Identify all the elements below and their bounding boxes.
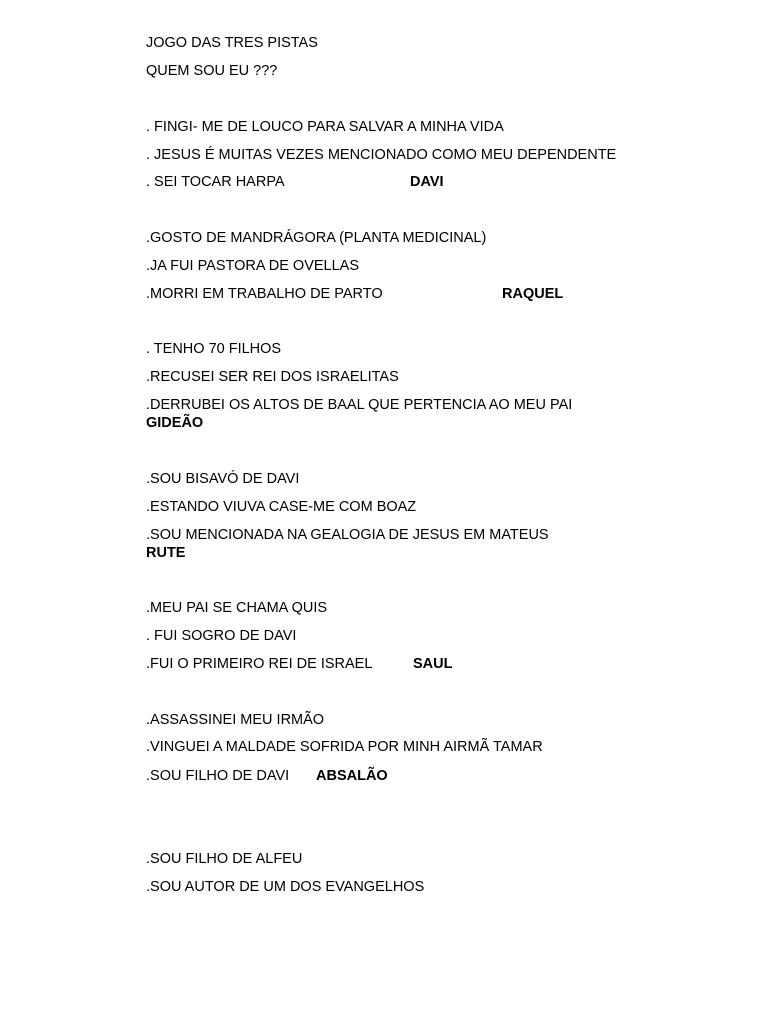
- riddle-5-clue-3: .FUI O PRIMEIRO REI DE ISRAEL: [146, 656, 373, 672]
- riddle-6-clue-3: .SOU FILHO DE DAVI: [146, 768, 290, 784]
- riddle-5-clue-1: .MEU PAI SE CHAMA QUIS: [146, 600, 328, 616]
- riddle-1-clue-2: . JESUS É MUITAS VEZES MENCIONADO COMO MEU DEPENDENTE: [146, 147, 617, 163]
- riddle-4-answer: RUTE: [146, 545, 186, 561]
- document-title: JOGO DAS TRES PISTAS: [146, 35, 318, 51]
- riddle-3-answer: GIDEÃO: [146, 415, 204, 431]
- riddle-1-clue-3: . SEI TOCAR HARPA: [146, 174, 285, 190]
- riddle-6-answer: ABSALÃO: [316, 768, 388, 784]
- riddle-2-clue-2: .JA FUI PASTORA DE OVELLAS: [146, 258, 360, 274]
- riddle-4-clue-3: .SOU MENCIONADA NA GEALOGIA DE JESUS EM MATEUS: [146, 527, 549, 543]
- riddle-5-clue-2: . FUI SOGRO DE DAVI: [146, 628, 297, 644]
- riddle-6-clue-1: .ASSASSINEI MEU IRMÃO: [146, 712, 325, 728]
- riddle-4-clue-2: .ESTANDO VIUVA CASE-ME COM BOAZ: [146, 499, 417, 515]
- riddle-1-answer: DAVI: [410, 174, 444, 190]
- riddle-7-clue-2: .SOU AUTOR DE UM DOS EVANGELHOS: [146, 879, 425, 895]
- riddle-2-clue-1: .GOSTO DE MANDRÁGORA (PLANTA MEDICINAL): [146, 230, 487, 246]
- riddle-2-clue-3: .MORRI EM TRABALHO DE PARTO: [146, 286, 383, 302]
- riddle-3-clue-1: . TENHO 70 FILHOS: [146, 341, 282, 357]
- riddle-3-clue-2: .RECUSEI SER REI DOS ISRAELITAS: [146, 369, 399, 385]
- riddle-3-clue-3: .DERRUBEI OS ALTOS DE BAAL QUE PERTENCIA AO MEU PAI: [146, 397, 573, 413]
- riddle-1-clue-1: . FINGI- ME DE LOUCO PARA SALVAR A MINHA VIDA: [146, 119, 504, 135]
- riddle-5-answer: SAUL: [413, 656, 453, 672]
- riddle-4-clue-1: .SOU BISAVÓ DE DAVI: [146, 471, 300, 487]
- riddle-7-clue-1: .SOU FILHO DE ALFEU: [146, 851, 303, 867]
- riddle-2-answer: RAQUEL: [502, 286, 564, 302]
- riddle-6-clue-2: .VINGUEI A MALDADE SOFRIDA POR MINH AIRMÃ TAMAR: [146, 739, 543, 755]
- document-subtitle: QUEM SOU EU ???: [146, 63, 278, 79]
